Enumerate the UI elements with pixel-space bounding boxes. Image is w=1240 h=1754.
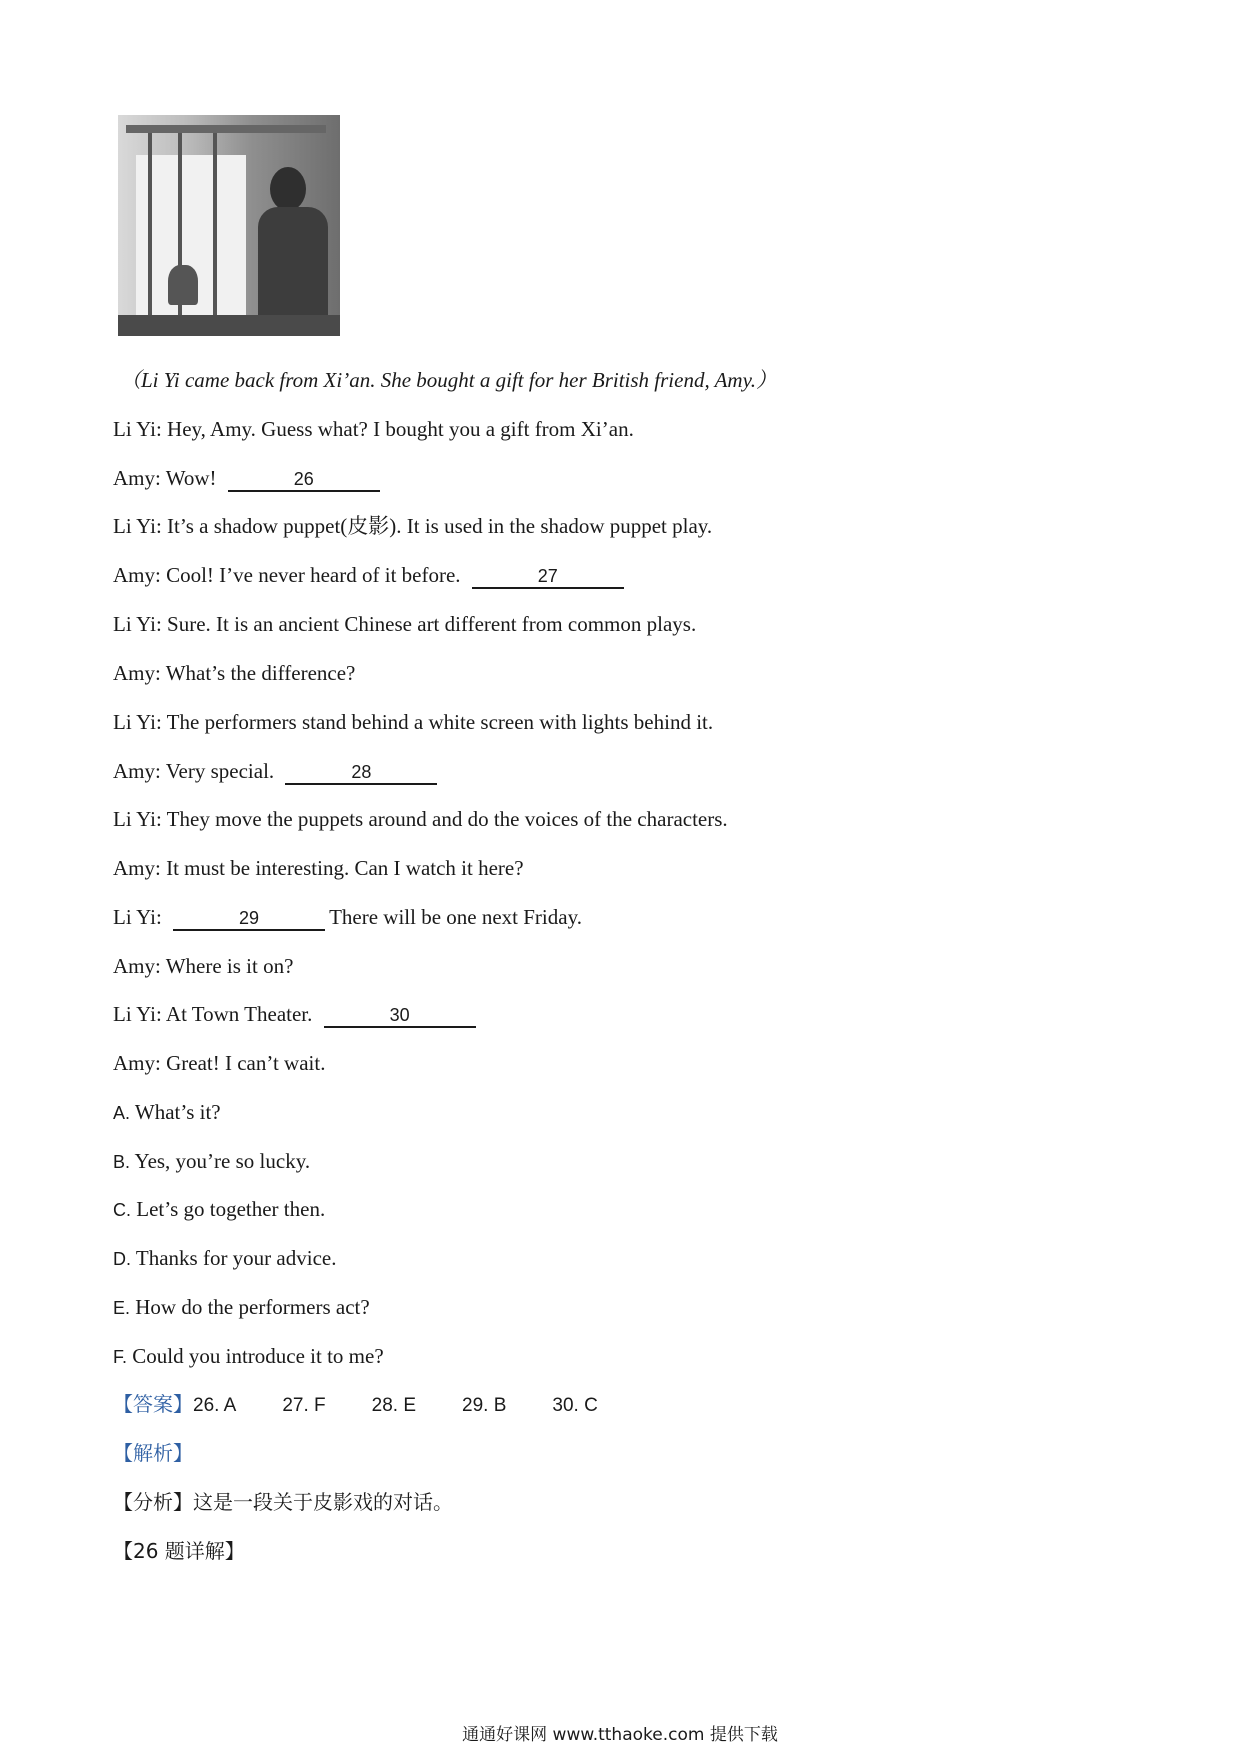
dialogue-line-8: Amy: Very special. 28 <box>113 758 441 785</box>
dialogue-line-6: Amy: What’s the difference? <box>113 661 356 685</box>
dialogue-line-14: Amy: Great! I can’t wait. <box>113 1051 326 1075</box>
option-c: C. Let’s go together then. <box>113 1197 326 1221</box>
intro-note: （Li Yi came back from Xi’an. She bought a gift for her British friend, Amy.） <box>120 368 777 392</box>
answer-26: 26. A <box>193 1395 237 1416</box>
shadow-puppet-photo <box>118 115 340 336</box>
dialogue-line-4: Amy: Cool! I’ve never heard of it before. 27 <box>113 562 628 589</box>
option-b: B. Yes, you’re so lucky. <box>113 1149 311 1173</box>
blank-26[interactable]: 26 <box>228 468 380 492</box>
detail-label: 【26 题详解】 <box>113 1539 245 1563</box>
option-f: F. Could you introduce it to me? <box>113 1344 384 1368</box>
answer-29: 29. B <box>462 1395 507 1416</box>
answer-30: 30. C <box>552 1395 598 1416</box>
blank-27[interactable]: 27 <box>472 565 624 589</box>
answer-row <box>113 1391 644 1419</box>
answer-label: 【答案】 <box>113 1392 193 1416</box>
dialogue-line-13: Li Yi: At Town Theater. 30 <box>113 1001 480 1028</box>
analysis-label: 【解析】 <box>113 1441 193 1465</box>
option-a: A. What’s it? <box>113 1100 221 1124</box>
page-footer: 通通好课网 www.tthaoke.com 提供下载 <box>462 1725 778 1745</box>
option-e: E. How do the performers act? <box>113 1295 370 1319</box>
dialogue-line-3: Li Yi: It’s a shadow puppet(皮影). It is used in the shadow puppet play. <box>113 514 713 538</box>
dialogue-line-9: Li Yi: They move the puppets around and do the voices of the characters. <box>113 807 728 831</box>
answer-27: 27. F <box>282 1395 326 1416</box>
blank-30[interactable]: 30 <box>324 1004 476 1028</box>
dialogue-line-7: Li Yi: The performers stand behind a white screen with lights behind it. <box>113 710 714 734</box>
blank-28[interactable]: 28 <box>285 761 437 785</box>
option-d: D. Thanks for your advice. <box>113 1246 337 1270</box>
dialogue-line-2: Amy: Wow! 26 <box>113 465 384 492</box>
dialogue-line-10: Amy: It must be interesting. Can I watch it here? <box>113 856 524 880</box>
analysis-text: 【分析】这是一段关于皮影戏的对话。 <box>113 1490 453 1514</box>
dialogue-line-12: Amy: Where is it on? <box>113 954 294 978</box>
answer-28: 28. E <box>371 1395 417 1416</box>
dialogue-line-5: Li Yi: Sure. It is an ancient Chinese art different from common plays. <box>113 612 697 636</box>
dialogue-line-1: Li Yi: Hey, Amy. Guess what? I bought you a gift from Xi’an. <box>113 417 634 441</box>
dialogue-line-11: Li Yi: 29 There will be one next Friday. <box>113 905 582 929</box>
blank-29[interactable]: 29 <box>173 907 325 931</box>
